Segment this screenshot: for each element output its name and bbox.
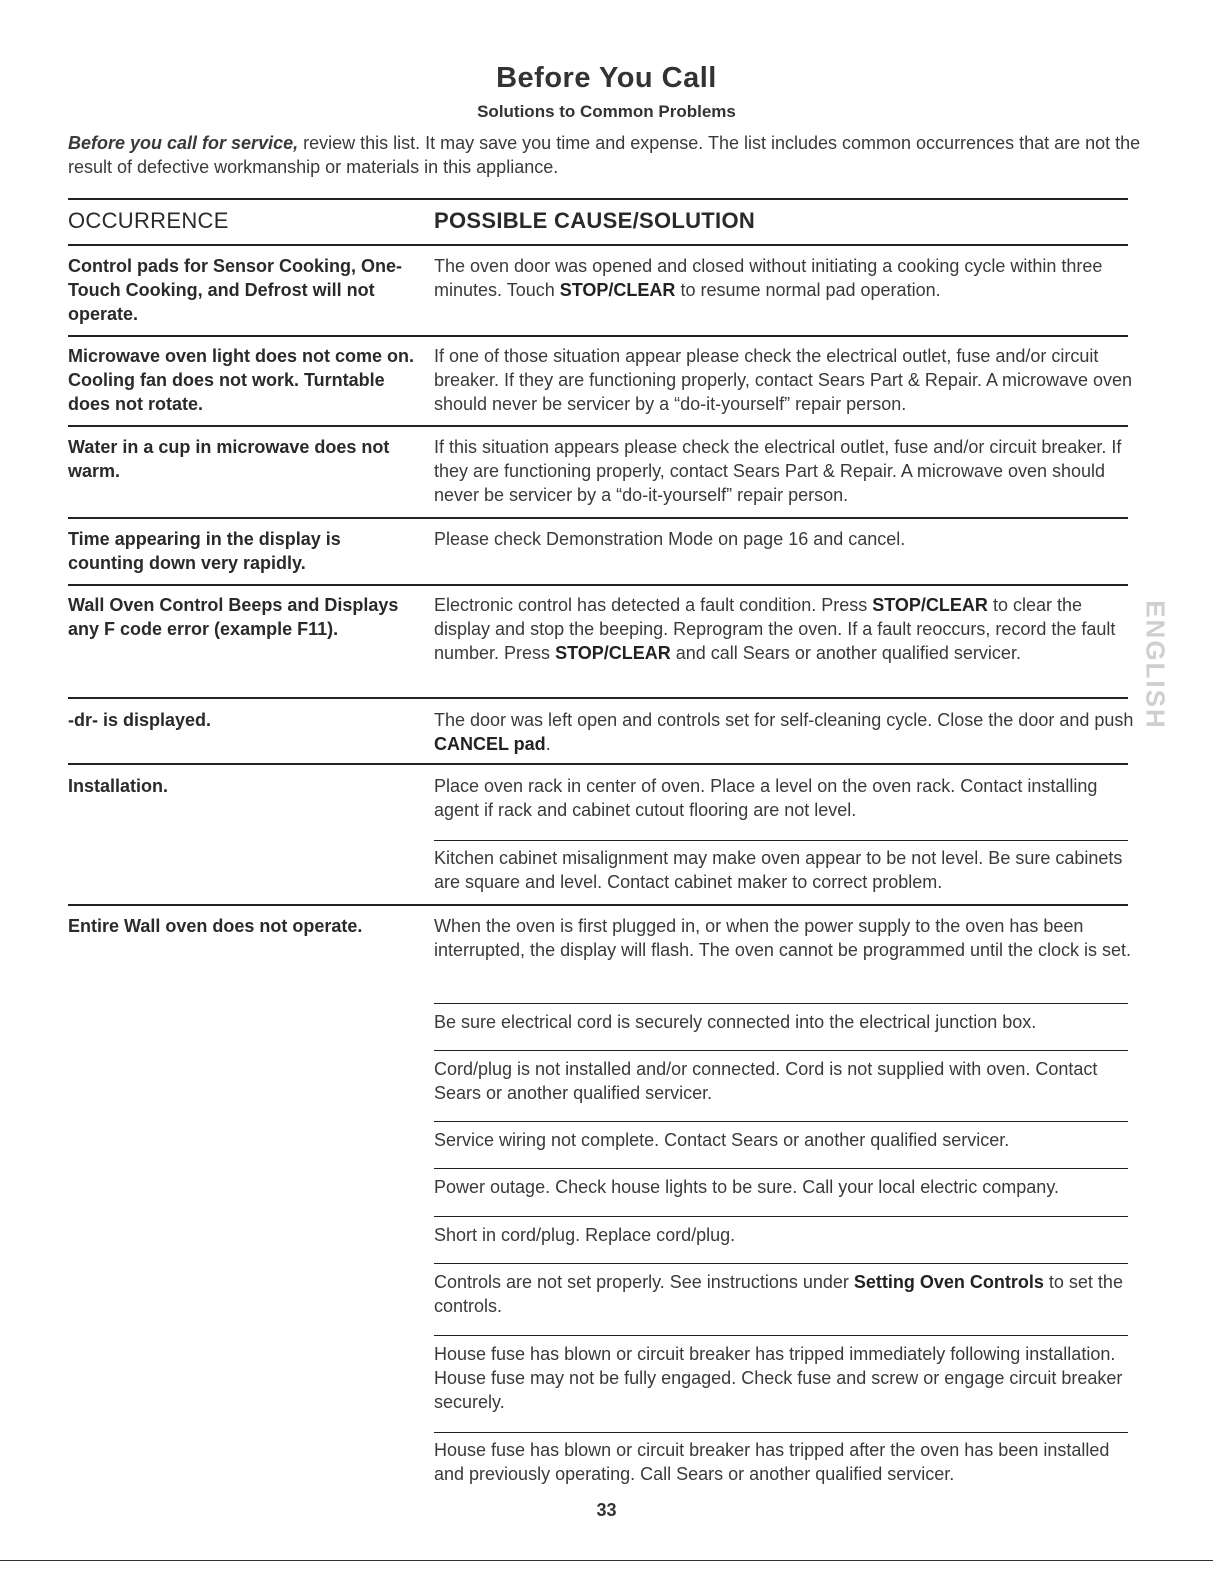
page-number: 33 — [596, 1500, 617, 1520]
row-divider — [68, 517, 1128, 519]
row-divider — [68, 697, 1128, 699]
solution-text: Place oven rack in center of oven. Place a level on the oven rack. Contact installing agent if rack and cabinet cutout flooring are not level. — [434, 776, 1098, 820]
occurrence-text: Time appearing in the display is counting down very rapidly. — [68, 529, 341, 573]
bottom-divider — [0, 1560, 1213, 1561]
solution-text: The oven door was opened and closed without initiating a cooking cycle within three minutes. Touch STOP/CLEAR to resume normal pad operation. — [434, 256, 1103, 300]
occurrence-text: Microwave oven light does not come on. Cooling fan does not work. Turntable does not rotate. — [68, 346, 415, 414]
header-occurrence: OCCURRENCE — [68, 208, 229, 233]
occurrence-text: Water in a cup in microwave does not warm. — [68, 437, 390, 481]
sub-divider — [434, 1335, 1128, 1336]
solution-text: Kitchen cabinet misalignment may make oven appear to be not level. Be sure cabinets are square and level. Contact cabinet maker to correct problem. — [434, 848, 1123, 892]
sub-divider — [434, 1432, 1128, 1433]
solution-text: House fuse has blown or circuit breaker has tripped immediately following installation. House fuse may not be fully engaged. Check fuse and screw or engage circuit breaker securely. — [434, 1344, 1123, 1412]
row-divider — [68, 904, 1128, 906]
solution-text: Please check Demonstration Mode on page 16 and cancel. — [434, 529, 906, 549]
solution-text: Controls are not set properly. See instructions under Setting Oven Controls to set the controls. — [434, 1272, 1123, 1316]
occurrence-text: Wall Oven Control Beeps and Displays any F code error (example F11). — [68, 595, 399, 639]
emphasis-text: Setting Oven Controls — [853, 1272, 1044, 1292]
sub-divider — [434, 1168, 1128, 1169]
sub-divider — [434, 1003, 1128, 1004]
solution-text: If one of those situation appear please check the electrical outlet, fuse and/or circuit breaker. If they are functioning properly, contact Sears Part & Repair. A microwave oven should never be servicer by a “do-it-yourself” repair person. — [434, 346, 1133, 414]
solution-text: House fuse has blown or circuit breaker has tripped after the oven has been installed and previously operating. Call Sears or another qualified servicer. — [434, 1440, 1110, 1484]
emphasis-text: STOP/CLEAR — [555, 643, 671, 663]
solution-text: Cord/plug is not installed and/or connected. Cord is not supplied with oven. Contact Sears or another qualified servicer. — [434, 1059, 1098, 1103]
sub-divider — [434, 840, 1128, 841]
intro-paragraph — [68, 131, 1158, 179]
emphasis-text: STOP/CLEAR — [559, 280, 676, 300]
solution-text: If this situation appears please check the electrical outlet, fuse and/or circuit breaker. If they are functioning properly, contact Sears Part & Repair. A microwave oven should never be servicer by a “do-it-yourself” repair person. — [434, 437, 1122, 505]
intro-lead: Before you call for service, — [68, 133, 299, 153]
page-subtitle: Solutions to Common Problems — [477, 102, 736, 121]
solution-text: Electronic control has detected a fault condition. Press STOP/CLEAR to clear the display and stop the beeping. Reprogram the oven. If a fault reoccurs, record the fault number. Press STOP/CLEAR and call Sears or another qualified servicer. — [434, 595, 1116, 663]
sub-divider — [434, 1263, 1128, 1264]
sub-divider — [434, 1121, 1128, 1122]
table-header — [68, 198, 1128, 246]
emphasis-text: STOP/CLEAR — [872, 595, 988, 615]
sub-divider — [434, 1050, 1128, 1051]
row-divider — [68, 763, 1128, 765]
sub-divider — [434, 1216, 1128, 1217]
occurrence-text: -dr- is displayed. — [68, 710, 212, 730]
intro-text: review this list. It may save you time and expense. The list includes common occurrences that are not the result of defective workmanship or materials in this appliance. — [68, 133, 1141, 177]
header-cause-solution: POSSIBLE CAUSE/SOLUTION — [434, 208, 756, 233]
row-divider — [68, 584, 1128, 586]
solution-text: Power outage. Check house lights to be sure. Call your local electric company. — [434, 1177, 1059, 1197]
occurrence-text: Installation. — [68, 776, 169, 796]
solution-text: Short in cord/plug. Replace cord/plug. — [434, 1225, 736, 1245]
occurrence-text: Control pads for Sensor Cooking, One-Touch Cooking, and Defrost will not operate. — [68, 256, 403, 324]
language-side-tab — [1140, 590, 1170, 740]
solution-text: The door was left open and controls set for self-cleaning cycle. Close the door and push CANCEL pad. — [434, 710, 1134, 754]
occurrence-text: Entire Wall oven does not operate. — [68, 916, 363, 936]
row-divider — [68, 335, 1128, 337]
row-divider — [68, 425, 1128, 427]
page-title: Before You Call — [496, 62, 717, 94]
language-tab-label: ENGLISH — [1140, 600, 1171, 730]
solution-text: When the oven is first plugged in, or when the power supply to the oven has been interrupted, the display will flash. The oven cannot be programmed until the clock is set. — [434, 916, 1132, 960]
solution-text: Service wiring not complete. Contact Sears or another qualified servicer. — [434, 1130, 1010, 1150]
emphasis-text: CANCEL pad — [434, 734, 546, 754]
solution-text: Be sure electrical cord is securely connected into the electrical junction box. — [434, 1012, 1037, 1032]
